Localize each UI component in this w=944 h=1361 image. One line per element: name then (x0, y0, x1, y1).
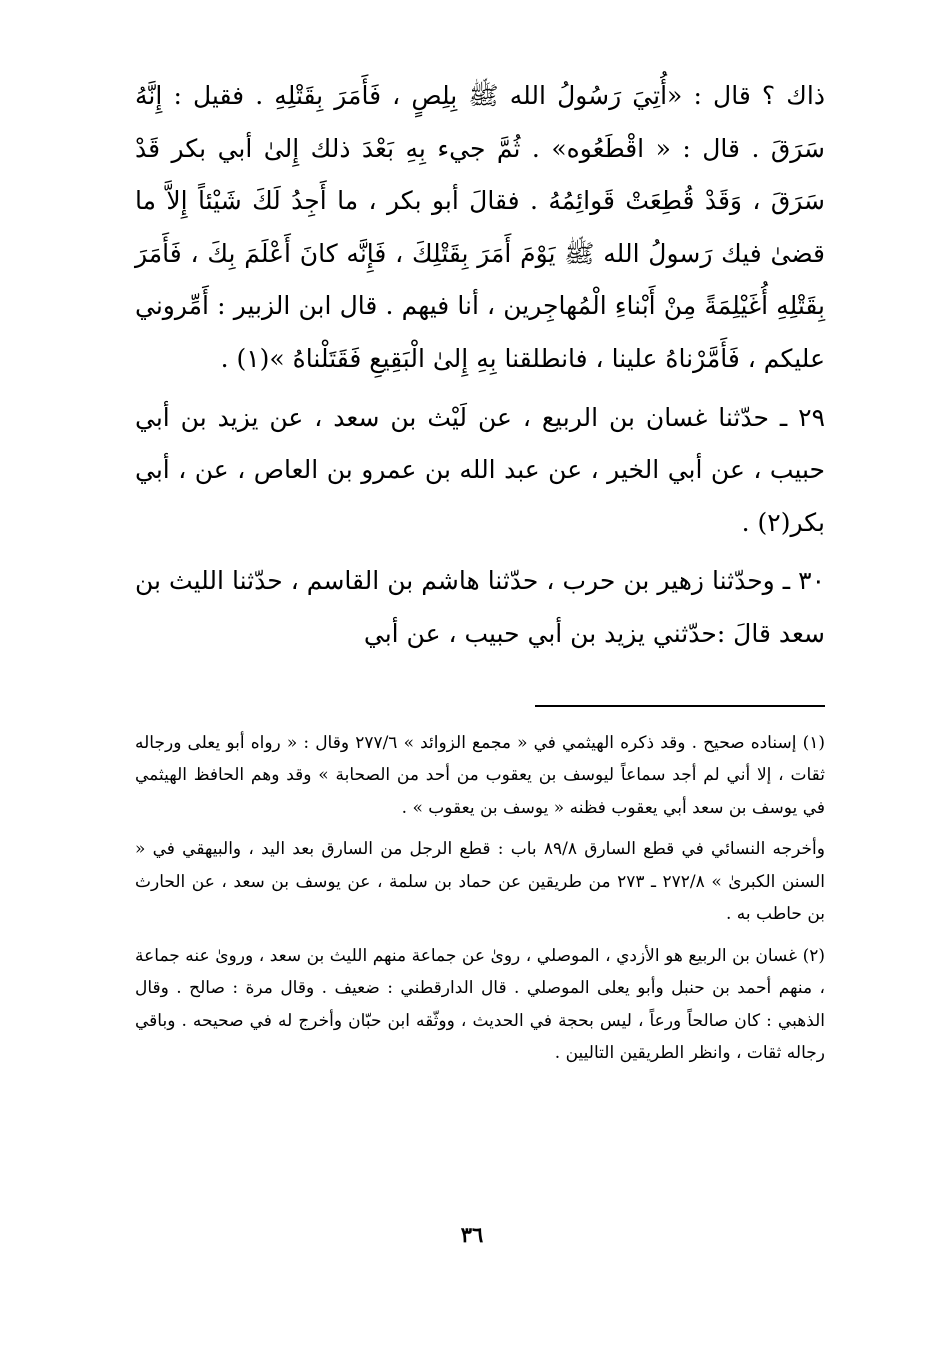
footnote-separator (535, 705, 825, 707)
main-text (135, 70, 825, 661)
paragraph-hadith-29: ٢٩ ـ حدّثنا غسان بن الربيع ، عن لَيْث بن سعد ، عن يزيد بن أبي حبيب ، عن أبي الخير ، عن عبد الله بن عمرو بن العاص ، عن ، أبي بكر(٢) . (135, 402, 825, 537)
page-body (135, 70, 825, 1079)
footnotes (135, 727, 825, 1070)
footnote-1: (١) إسناده صحيح . وقد ذكره الهيثمي في « مجمع الزوائد » ٢٧٧/٦ وقال : « رواه أبو يعلى ورجاله ثقات ، إلا أني لم أجد سماعاً ليوسف بن يعقوب من أحد من الصحابة » وقد وهم الحافظ الهيثمي في يوسف بن سعد أبي يعقوب فظنه « يوسف بن يعقوب » . (135, 732, 825, 818)
footnote-2: (٢) غسان بن الربيع هو الأزدي ، الموصلي ، روىٰ عن جماعة منهم الليث بن سعد ، وروىٰ عنه جماعة ، منهم أحمد بن حنبل وأبو يعلى الموصلي . قال الدارقطني : ضعيف . وقال مرة : صالح . وقال الذهبي : كان صالحاً ورعاً ، ليس بحجة في الحديث ، ووثّقه ابن حبّان وأخرج له في صحيحه . وباقي رجاله ثقات ، وانظر الطريقين التاليين . (135, 945, 825, 1064)
footnote-1-continued: وأخرجه النسائي في قطع السارق ٨٩/٨ باب : قطع الرجل من السارق بعد اليد ، والبيهقي في « السنن الكبرىٰ » ٢٧٢/٨ ـ ٢٧٣ من طريقين عن حماد بن سلمة ، عن يوسف بن سعد ، عن الحارث بن حاطب به . (135, 839, 826, 925)
page-number: ٣٦ (460, 1222, 484, 1247)
paragraph-hadith-28-end: ذاك ؟ قال : «أُتِيَ رَسُولُ الله ﷺ بِلِصٍ ، فَأَمَرَ بِقَتْلِهِ . فقيل : إِنَّهُ سَرَقَ . قال : « اقْطَعُوه» . ثُمَّ جيء بِهِ بَعْدَ ذلك إِلىٰ أبي بكر قَدْ سَرَقَ ، وَقَدْ قُطِعَتْ قَوائِمُهُ . فقالَ أبو بكر ، ما أَجِدُ لَكَ شَيْئاً إِلاَّ ما قضىٰ فيك رَسولُ الله ﷺ يَوْمَ أَمَرَ بِقَتْلِكَ ، فَإِنَّه كانَ أَعْلَمَ بِكَ ، فَأَمَرَ بِقَتْلِهِ أُغَيْلِمَةً مِنْ أَبْناءِ الْمُهاجِرين ، أنا فيهم . قال ابن الزبير : أَمِّروني عليكم ، فَأَمَّرْناهُ علينا ، فانطلقنا بِهِ إِلىٰ الْبَقِيعِ فَقَتَلْناهُ »(١) . (135, 81, 825, 373)
paragraph-hadith-30: ٣٠ ـ وحدّثنا زهير بن حرب ، حدّثنا هاشم بن القاسم ، حدّثنا الليث بن سعد قالَ :حدّثني يزيد بن أبي حبيب ، عن أبي (135, 566, 825, 648)
